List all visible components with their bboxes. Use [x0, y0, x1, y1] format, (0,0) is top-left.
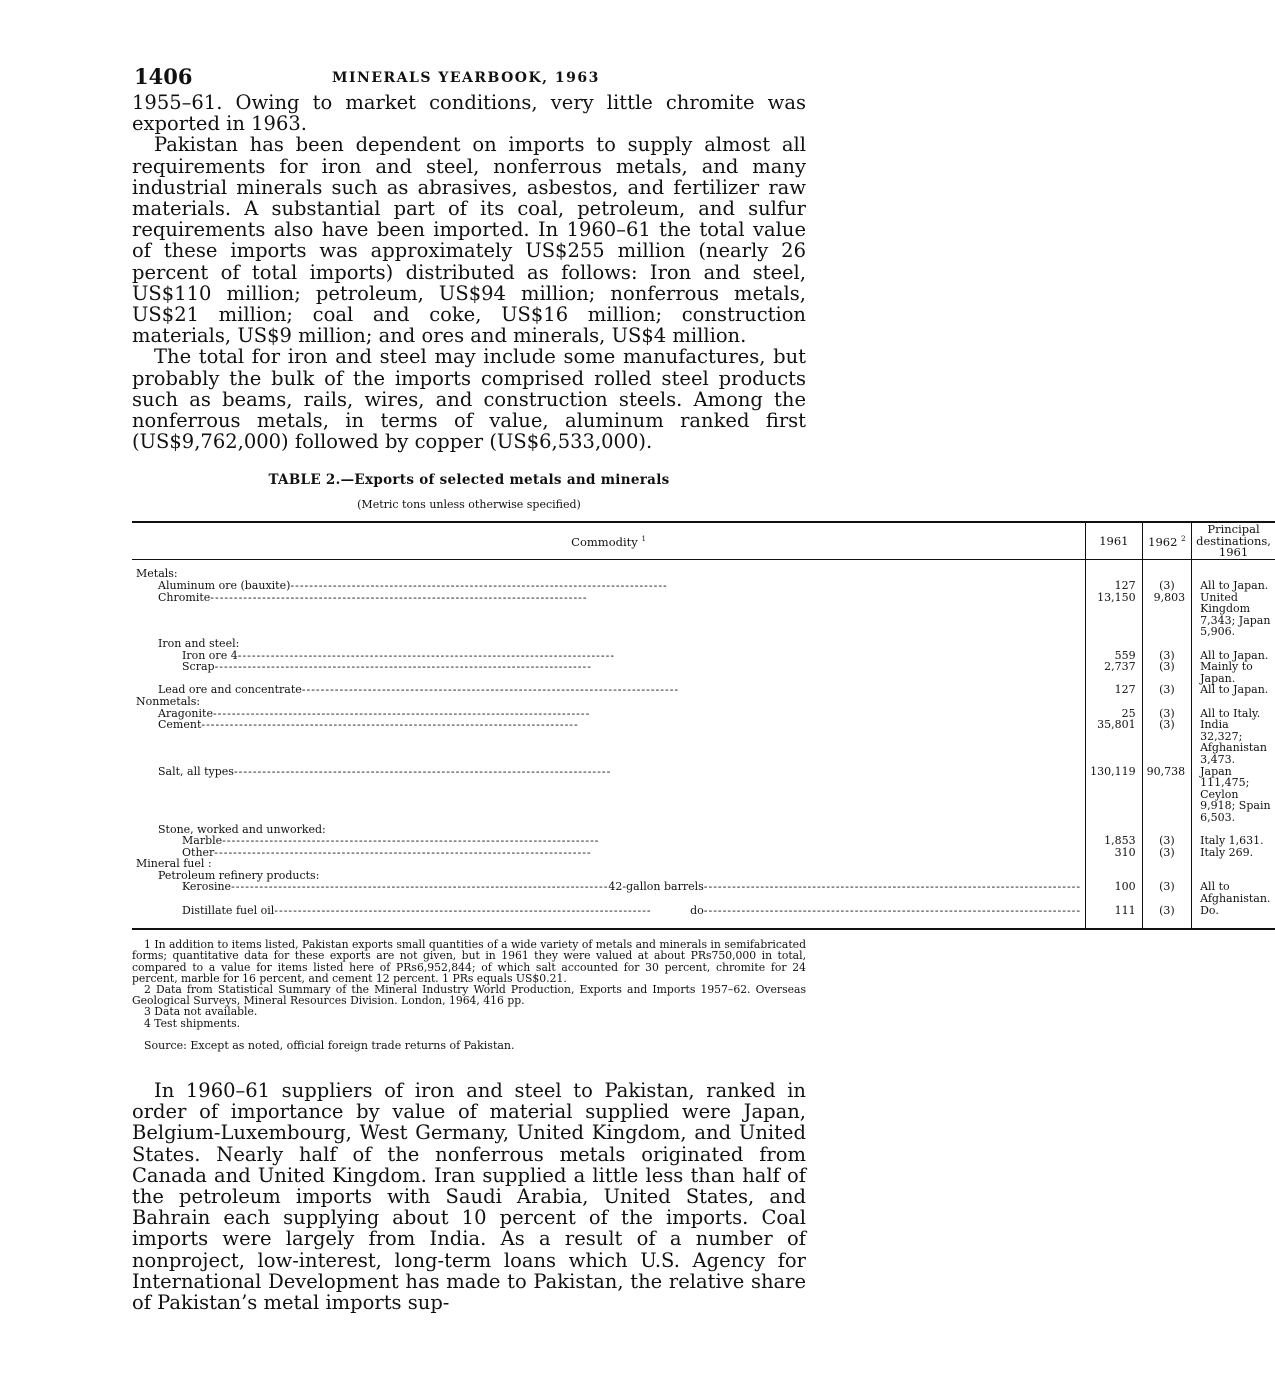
- cell-1961: 130,119: [1086, 766, 1143, 824]
- cell-1961: 127: [1086, 580, 1143, 592]
- page-header: [132, 60, 806, 92]
- cell-commodity: Cement -----: [132, 719, 1086, 765]
- table-row: [132, 638, 1275, 650]
- table-row: [132, 661, 1275, 684]
- header-1962: 1962 $^2$: [1142, 522, 1192, 560]
- cell-commodity: Chromite -----: [132, 592, 1086, 638]
- cell-1962: (3): [1142, 905, 1192, 930]
- table-row: [132, 580, 1275, 592]
- table-row: [132, 847, 1275, 859]
- cell-destinations: Italy 269.: [1200, 845, 1254, 859]
- cell-commodity: Salt, all types -----: [132, 766, 1086, 824]
- cell-1961: [1086, 858, 1143, 870]
- cell-1962: (3): [1142, 580, 1192, 592]
- footnote-3: 3 Data not available.: [144, 1005, 258, 1019]
- cell-destinations: [1192, 638, 1275, 650]
- cell-1961: 35,801: [1086, 719, 1143, 765]
- cell-1962: 90,738: [1142, 766, 1192, 824]
- cell-commodity: Distillate fuel oil ----- do -----: [132, 905, 1086, 930]
- cell-1961: 13,150: [1086, 592, 1143, 638]
- cell-1961: [1086, 560, 1143, 580]
- table-row: [132, 560, 1275, 580]
- cell-1962: (3): [1142, 661, 1192, 684]
- table-row: [132, 684, 1275, 696]
- paragraph-4: In 1960–61 suppliers of iron and steel to Pakistan, ranked in order of importance by value of material supplied were Japan, Belgium-Luxembourg, West Germany, United Kingdom, and United States. Nearly half of the nonferrous metals originated from Canada and United Kingdom. Iran supplied a little less than half of the petroleum imports with Saudi Arabia, United States, and Bahrain each supplying about 10 percent of the imports. Coal imports were largely from India. As a result of a number of nonproject, low-interest, long-term loans which U.S. Agency for International Development has made to Pakistan, the relative share of Pakistan’s metal imports sup-: [132, 1078, 806, 1314]
- table-header-row: [132, 522, 1275, 560]
- cell-commodity: Scrap -----: [132, 661, 1086, 684]
- document-page: [132, 60, 1271, 1314]
- cell-commodity: Nonmetals:: [132, 696, 1086, 708]
- page-number: 1406: [134, 64, 193, 89]
- cell-destinations: India 32,327; Afghanistan 3,473.: [1200, 718, 1267, 766]
- cell-1962: (3): [1142, 847, 1192, 859]
- table-title: TABLE 2.—Exports of selected metals and minerals: [268, 472, 670, 489]
- cell-1962: (3): [1142, 719, 1192, 765]
- header-1961: 1961: [1086, 522, 1143, 560]
- cell-1961: 127: [1086, 684, 1143, 696]
- cell-1962: (3): [1142, 835, 1192, 847]
- header-commodity: Commodity $^1$: [132, 522, 1086, 560]
- cell-1961: 100: [1086, 881, 1143, 904]
- cell-1961: 25: [1086, 708, 1143, 720]
- cell-1962: (3): [1142, 650, 1192, 662]
- header-destinations: Principal destinations, 1961: [1192, 522, 1275, 560]
- cell-1961: [1086, 638, 1143, 650]
- cell-commodity: Lead ore and concentrate -----: [132, 684, 1086, 696]
- running-title: MINERALS YEARBOOK, 1963: [332, 70, 600, 86]
- footnote-2: 2 Data from Statistical Summary of the Mineral Industry World Production, Exports and Imports 1957–62. Overseas Geological Surveys, Mineral Resources Division. London, 1964, 416 pp.: [132, 983, 806, 1008]
- cell-1962: [1142, 638, 1192, 650]
- cell-commodity: Petroleum refinery products:: [132, 870, 1086, 882]
- cell-destinations: Mainly to Japan.: [1200, 660, 1253, 685]
- table-footnotes: [132, 939, 806, 1029]
- cell-1961: [1086, 696, 1143, 708]
- cell-destinations: Japan 111,475; Ceylon 9,918; Spain 6,503.: [1200, 764, 1271, 824]
- cell-destinations: All to Japan.: [1200, 683, 1269, 697]
- cell-commodity: Marble -----: [132, 835, 1086, 847]
- cell-1962: 9,803: [1142, 592, 1192, 638]
- cell-1962: (3): [1142, 708, 1192, 720]
- cell-commodity: Stone, worked and unworked:: [132, 824, 1086, 836]
- cell-1962: [1142, 560, 1192, 580]
- table-source: Source: Except as noted, official foreign trade returns of Pakistan.: [144, 1038, 515, 1052]
- cell-1961: 111: [1086, 905, 1143, 930]
- cell-1962: (3): [1142, 684, 1192, 696]
- cell-1961: 310: [1086, 847, 1143, 859]
- cell-1961: 559: [1086, 650, 1143, 662]
- table-row: [132, 592, 1275, 638]
- cell-commodity: Metals:: [132, 560, 1086, 580]
- cell-1962: [1142, 696, 1192, 708]
- table-row: [132, 766, 1275, 824]
- cell-commodity: Iron ore 4 -----: [132, 650, 1086, 662]
- cell-commodity: Other -----: [132, 847, 1086, 859]
- cell-destinations: [1192, 560, 1275, 580]
- cell-destinations: All to Japan.: [1200, 579, 1269, 593]
- cell-destinations: All to Italy.: [1200, 706, 1261, 720]
- cell-destinations: [1192, 696, 1275, 708]
- paragraph-3: The total for iron and steel may include some manufactures, but probably the bulk of the imports comprised rolled steel products such as beams, rails, wires, and construction steels. Among the nonferrous metals, in terms of value, aluminum ranked first (US$9,762,000) followed by copper (US$6,533,000).: [132, 345, 806, 454]
- table-row: [132, 905, 1275, 930]
- cell-destinations: [1192, 858, 1275, 870]
- cell-commodity: Aluminum ore (bauxite) -----: [132, 580, 1086, 592]
- footnote-1: 1 In addition to items listed, Pakistan exports small quantities of a wide variety of metals and minerals in semifabricated forms; quantitative data for these exports are not given, but in 1961 they were valued at about PRs750,000 in total, compared to a value for items listed here of PRs6,952,844; of which salt accounted for 30 percent, chromite for 24 percent, marble for 16 percent, and cement 12 percent. 1 PRs equals US$0.21.: [132, 938, 806, 985]
- exports-table: [132, 521, 1275, 930]
- paragraph-1: 1955–61. Owing to market conditions, very little chromite was exported in 1963.: [132, 91, 806, 136]
- table-row: [132, 835, 1275, 847]
- table-subtitle: (Metric tons unless otherwise specified): [357, 498, 581, 512]
- footnote-4: 4 Test shipments.: [144, 1016, 241, 1030]
- table-body: [132, 560, 1275, 929]
- paragraph-2: Pakistan has been dependent on imports to supply almost all requirements for iron and steel, nonferrous metals, and many industrial minerals such as abrasives, asbestos, and fertilizer raw materials. A substantial part of its coal, petroleum, and sulfur requirements also have been imported. In 1960–61 the total value of these imports was approximately US$255 million (nearly 26 percent of total imports) distributed as follows: Iron and steel, US$110 million; petroleum, US$94 million; nonferrous metals, US$21 million; coal and coke, US$16 million; construction materials, US$9 million; and ores and minerals, US$4 million.: [132, 133, 806, 348]
- cell-1961: 2,737: [1086, 661, 1143, 684]
- cell-commodity: Mineral fuel :: [132, 858, 1086, 870]
- cell-1961: 1,853: [1086, 835, 1143, 847]
- table-row: [132, 719, 1275, 765]
- cell-commodity: Kerosine ----- 42-gallon barrels -----: [132, 881, 1086, 904]
- cell-destinations: All to Afghanistan.: [1200, 880, 1271, 906]
- cell-destinations: United Kingdom 7,343; Japan 5,906.: [1200, 590, 1271, 639]
- cell-destinations: Italy 1,631.: [1200, 834, 1264, 848]
- cell-commodity: Aragonite -----: [132, 708, 1086, 720]
- cell-destinations: All to Japan.: [1200, 648, 1269, 662]
- cell-commodity: Iron and steel:: [132, 638, 1086, 650]
- cell-destinations: Do.: [1200, 903, 1219, 917]
- cell-1962: (3): [1142, 881, 1192, 904]
- table-row: [132, 881, 1275, 904]
- table-row: [132, 696, 1275, 708]
- cell-1962: [1142, 858, 1192, 870]
